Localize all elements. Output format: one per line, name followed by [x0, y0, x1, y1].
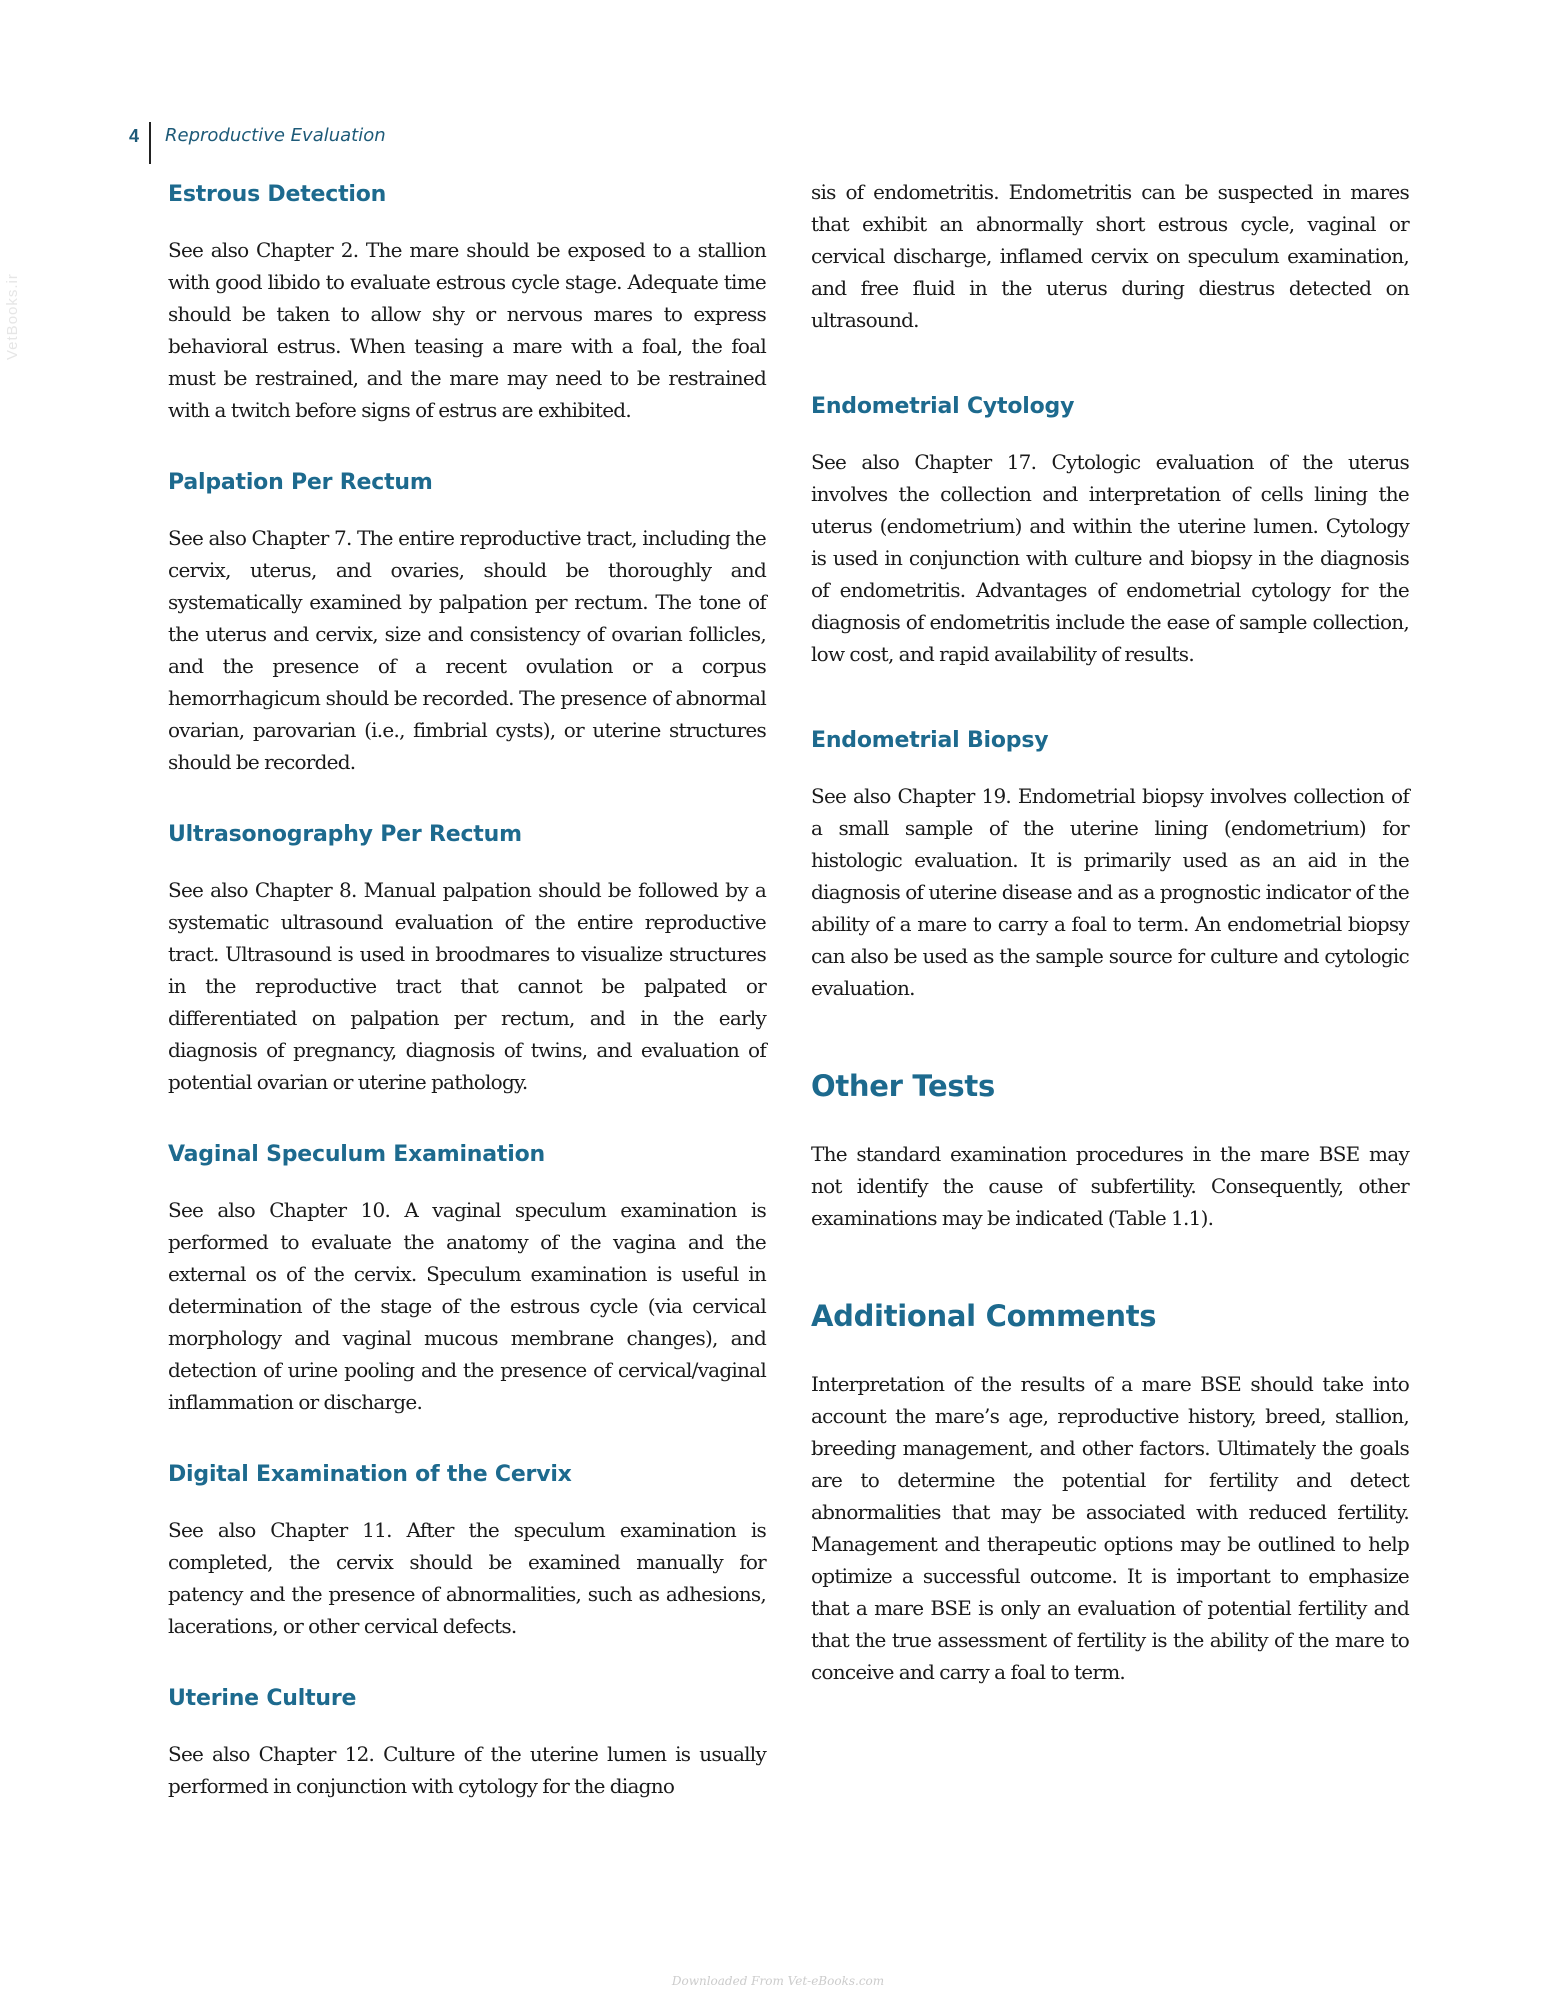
page-number: 4 — [129, 126, 140, 146]
left-column — [168, 176, 766, 1802]
paragraph-additional-comments: Interpretation of the results of a mare BSE should take into account the mare’s age, reproductive history, breed, stallion, breeding management, and other factors. Ultimately the goals are to determine the potential for fertility and detect abnormalities that may be associated with reduced fertility. Management and therapeutic options may be outlined to help optimize a successful outcome. It is important to emphasize that a mare BSE is only an evaluation of potential fertility and that the true assessment of fertility is the ability of the mare to conceive and carry a foal to term. — [811, 1372, 1409, 1684]
paragraph-vaginal-speculum: See also Chapter 10. A vaginal speculum examination is performed to evaluate the anatomy of the vagina and the external os of the cervix. Speculum examination is useful in determination of the stage of the estrous cycle (via cervical morphology and vaginal mucous membrane changes), and detection of urine pooling and the presence of cervical/vaginal inflammation or discharge. — [168, 1198, 766, 1414]
paragraph-estrous-detection: See also Chapter 2. The mare should be exposed to a stallion with good libido to evaluate estrous cycle stage. Adequate time should be taken to allow shy or nervous mares to express behavioral estrus. When teasing a mare with a foal, the foal must be restrained, and the mare may need to be restrained with a twitch before signs of estrus are exhibited. — [168, 238, 766, 422]
paragraph-palpation-per-rectum: See also Chapter 7. The entire reproductive tract, including the cervix, uterus, and ovaries, should be thoroughly and systematically examined by palpation per rectum. The tone of the uterus and cervix, size and consistency of ovarian follicles, and the presence of a recent ovulation or a corpus hemorrhagicum should be recorded. The presence of abnormal ovarian, parovarian (i.e., fimbrial cysts), or uterine structures should be recorded. — [168, 526, 766, 774]
heading-uterine-culture: Uterine Culture — [168, 1686, 357, 1711]
paragraph-other-tests: The standard examination procedures in the mare BSE may not identify the cause of subfertility. Consequently, other examinations may be indicated (Table 1.1). — [811, 1142, 1409, 1230]
heading-digital-examination: Digital Examination of the Cervix — [168, 1462, 572, 1487]
heading-additional-comments: Additional Comments — [811, 1299, 1157, 1333]
heading-endometrial-cytology: Endometrial Cytology — [811, 394, 1075, 419]
footer-watermark: Downloaded From Vet-eBooks.com — [671, 1974, 885, 1988]
paragraph-digital-examination: See also Chapter 11. After the speculum examination is completed, the cervix should be examined manually for patency and the presence of abnormalities, such as adhesions, lacerations, or other cervical defects. — [168, 1518, 766, 1638]
running-title: Reproductive Evaluation — [165, 125, 386, 146]
running-head — [129, 122, 386, 164]
heading-vaginal-speculum: Vaginal Speculum Examination — [168, 1142, 545, 1167]
heading-other-tests: Other Tests — [811, 1069, 995, 1103]
paragraph-uterine-culture-continued: sis of endometritis. Endometritis can be suspected in mares that exhibit an abnormally short estrous cycle, vaginal or cervical discharge, inflamed cervix on speculum examination, and free fluid in the uterus during diestrus detected on ultrasound. — [811, 180, 1409, 332]
paragraph-ultrasonography: See also Chapter 8. Manual palpation should be followed by a systematic ultrasound evaluation of the entire reproductive tract. Ultrasound is used in broodmares to visualize structures in the reproductive tract that cannot be palpated or differentiated on palpation per rectum, and in the early diagnosis of pregnancy, diagnosis of twins, and evaluation of potential ovarian or uterine pathology. — [168, 878, 766, 1094]
side-watermark: VetBooks.ir — [4, 273, 21, 360]
paragraph-uterine-culture: See also Chapter 12. Culture of the uterine lumen is usually performed in conjunction with cytology for the diagno — [168, 1742, 766, 1798]
heading-endometrial-biopsy: Endometrial Biopsy — [811, 728, 1049, 753]
paragraph-endometrial-biopsy: See also Chapter 19. Endometrial biopsy involves collection of a small sample of the uterine lining (endometrium) for histologic evaluation. It is primarily used as an aid in the diagnosis of uterine disease and as a prognostic indicator of the ability of a mare to carry a foal to term. An endometrial biopsy can also be used as the sample source for culture and cytologic evaluation. — [811, 784, 1409, 1000]
heading-estrous-detection: Estrous Detection — [168, 182, 387, 207]
right-column — [811, 176, 1409, 1688]
heading-palpation-per-rectum: Palpation Per Rectum — [168, 470, 433, 495]
paragraph-endometrial-cytology: See also Chapter 17. Cytologic evaluation of the uterus involves the collection and interpretation of cells lining the uterus (endometrium) and within the uterine lumen. Cytology is used in conjunction with culture and biopsy in the diagnosis of endometritis. Advantages of endometrial cytology for the diagnosis of endometritis include the ease of sample collection, low cost, and rapid availability of results. — [811, 450, 1409, 666]
heading-ultrasonography: Ultrasonography Per Rectum — [168, 822, 522, 847]
